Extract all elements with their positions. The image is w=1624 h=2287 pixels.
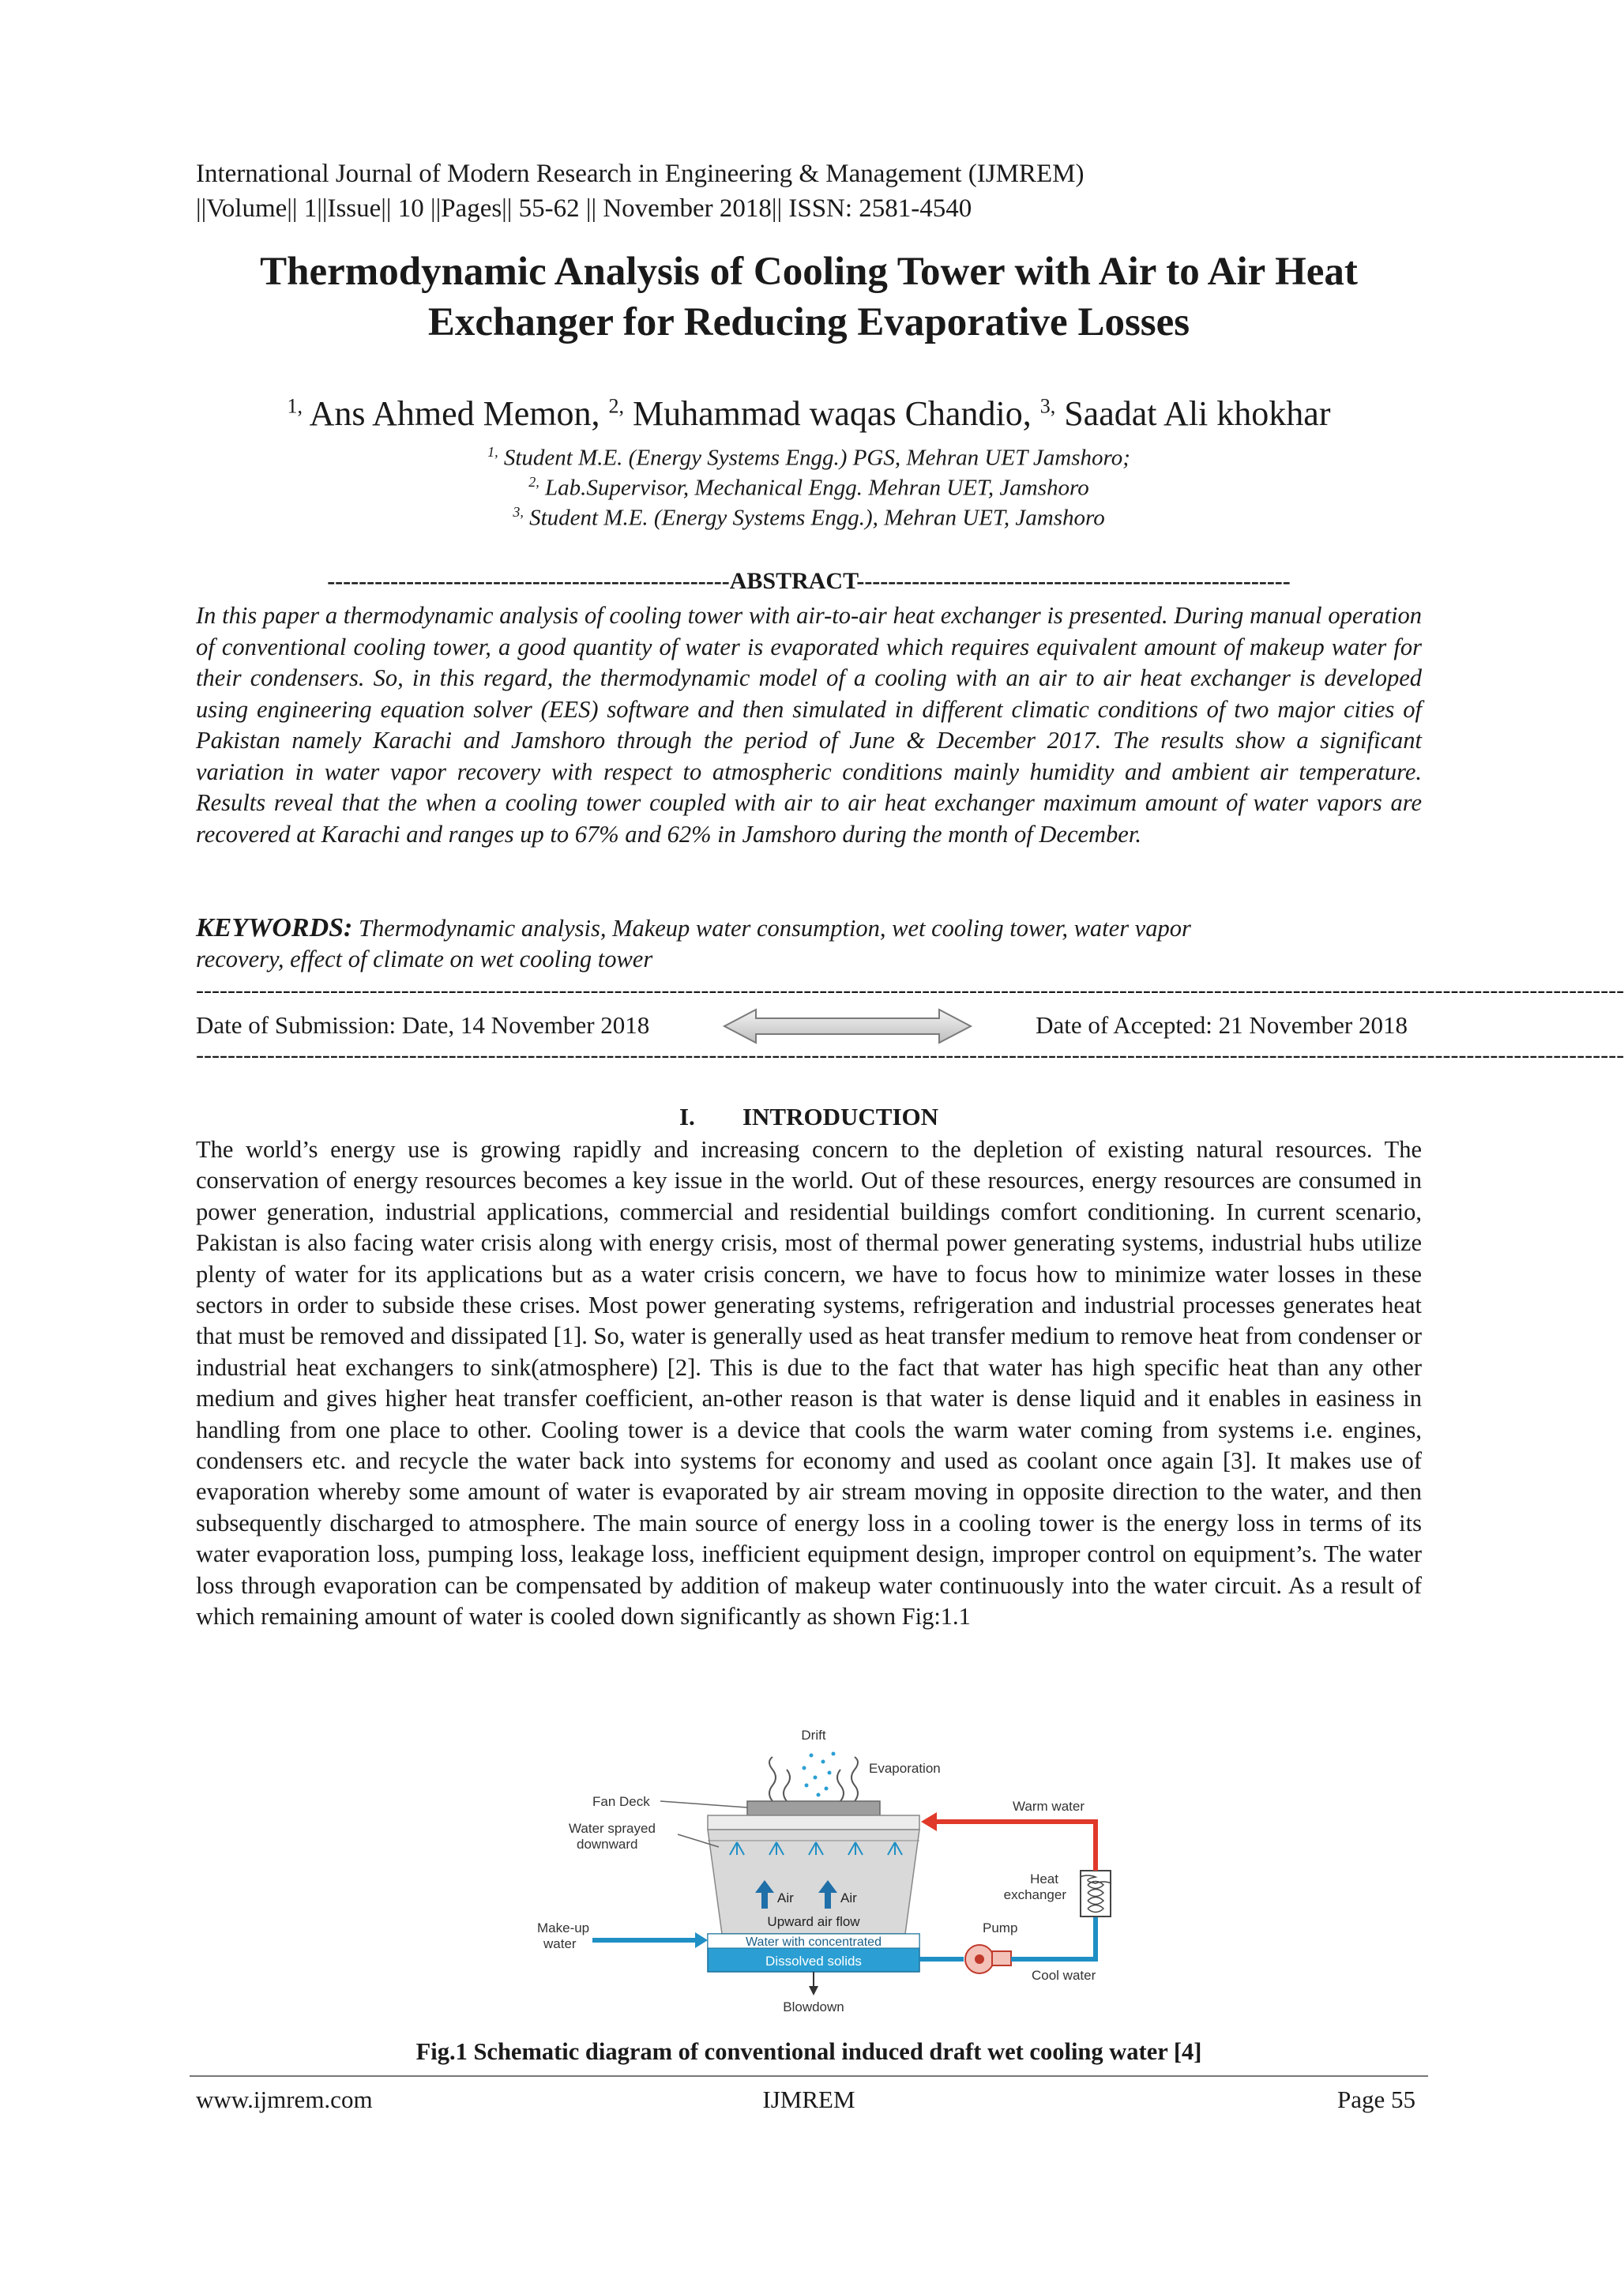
makeup-label-2: water (543, 1936, 577, 1951)
author-3-marker: 3, (1039, 394, 1056, 418)
affiliation-1 (158, 444, 1460, 472)
keywords (196, 912, 1422, 975)
cool-water-label: Cool water (1032, 1968, 1096, 1983)
double-arrow-icon (721, 1006, 974, 1046)
affiliation-3-text: Student M.E. (Energy Systems Engg.), Mehran UET, Jamshoro (529, 505, 1105, 531)
page-footer (196, 2086, 1422, 2117)
journal-website-link[interactable]: www.ijmrem.com (196, 2086, 373, 2113)
keywords-line-2: recovery, effect of climate on wet cooling tower (196, 946, 653, 972)
blowdown-label: Blowdown (783, 1999, 844, 2014)
separator-top: ------------------------------------------------------------------------------------------------------------------------------------------------------------------------------------- (196, 977, 1624, 1003)
affiliation-1-marker: 1, (487, 444, 498, 460)
author-1-marker: 1, (287, 394, 303, 418)
evaporation-label: Evaporation (869, 1761, 941, 1776)
tower-top-deck (708, 1815, 919, 1830)
keywords-line-1: Thermodynamic analysis, Makeup water consumption, wet cooling tower, water vapor (359, 915, 1191, 942)
abstract-title: ABSTRACT (729, 568, 857, 594)
evaporation-wisps (769, 1757, 858, 1801)
journal-header (196, 156, 1422, 226)
author-2-marker: 2, (608, 394, 624, 418)
page-number: Page 55 (1336, 2086, 1415, 2113)
affiliation-3-marker: 3, (513, 504, 524, 520)
abstract-dashes-left: --------------------------------------------------- (327, 568, 730, 594)
pump-label: Pump (983, 1920, 1018, 1935)
abstract-heading (196, 567, 1422, 596)
water-sprayed-label-1: Water sprayed (569, 1821, 656, 1836)
fan-deck-label: Fan Deck (592, 1794, 650, 1809)
drift-droplets (803, 1752, 836, 1797)
air-label-1: Air (777, 1890, 794, 1905)
section-title: INTRODUCTION (742, 1103, 939, 1130)
concentrated-water-label: Water with concentrated (746, 1935, 882, 1949)
paper-title (158, 246, 1460, 348)
water-sprayed-label-2: downward (577, 1837, 638, 1852)
makeup-label-1: Make-up (537, 1920, 590, 1935)
affiliation-3 (158, 504, 1460, 532)
section-heading-introduction (196, 1103, 1422, 1131)
abstract-dashes-right: ------------------------------------------------------- (856, 568, 1291, 594)
author-1: Ans Ahmed Memon, (309, 394, 600, 433)
affiliation-2-marker: 2, (528, 474, 539, 490)
footer-journal-abbrev: IJMREM (762, 2086, 855, 2113)
separator-bottom: ------------------------------------------------------------------------------------------------------------------------------------------------------------------------------------- (196, 1042, 1624, 1068)
warm-water-label: Warm water (1013, 1799, 1085, 1814)
heat-exchanger-label-1: Heat (1030, 1871, 1058, 1886)
air-label-2: Air (840, 1890, 857, 1905)
cooling-tower-schematic (458, 1722, 1169, 2014)
abstract-text: In this paper a thermodynamic analysis of cooling tower with air-to-air heat exchanger is presented. During manual operation of conventional cooling tower, a good quantity of water is evaporated which requires equivalent amount of makeup water for their condensers. So, in this regard, the thermodynamic model of a cooling with an air to air heat exchanger is developed using engineering equation solver (EES) software and then simulated in different climatic conditions of two major cities of Pakistan namely Karachi and Jamshoro through the period of June & December 2017. The results show a significant variation in water vapor recovery with respect to atmospheric conditions mainly humidity and ambient air temperature. Results reveal that the when a cooling tower coupled with air to air heat exchanger maximum amount of water vapors are recovered at Karachi and ranges up to 67% and 62% in Jamshoro during the month of December. (196, 602, 1422, 848)
keywords-label: KEYWORDS: (196, 913, 353, 942)
accepted-date: Date of Accepted: 21 November 2018 (1036, 1011, 1408, 1039)
fan-deck (747, 1801, 880, 1815)
title-line-1: Thermodynamic Analysis of Cooling Tower with Air to Air Heat (260, 250, 1358, 294)
affiliation-2 (158, 474, 1460, 502)
submission-dates (196, 1011, 1422, 1043)
heat-exchanger-label-2: exchanger (1003, 1887, 1066, 1902)
affiliation-2-text: Lab.Supervisor, Mechanical Engg. Mehran UET, Jamshoro (545, 475, 1089, 501)
submission-date: Date of Submission: Date, 14 November 2018 (196, 1011, 650, 1039)
dissolved-solids-label: Dissolved solids (765, 1954, 862, 1969)
introduction-paragraph: The world’s energy use is growing rapidly and increasing concern to the depletion of existing natural resources. The conservation of energy resources becomes a key issue in the world. Out of these resources, energy resources are consumed in power generation, industrial applications, commercial and residential buildings comfort conditioning. In current scenario, Pakistan is also facing water crisis along with energy crisis, most of thermal power generating systems, industrial hubs utilize plenty of water for its applications but as a water crisis concern, we have to focus how to minimize water losses in these sectors in order to subside these crises. Most power generating systems, refrigeration and industrial processes generates heat that must be removed and dissipated [1]. So, water is generally used as heat transfer medium to remove heat from condenser or industrial heat exchangers to sink(atmosphere) [2]. This is due to the fact that water has high specific heat than any other medium and gives higher heat transfer coefficient, an-other reason is that water is dense liquid and it enables in easiness in handling from one place to other. Cooling tower is a device that cools the warm water coming from systems i.e. engines, condensers etc. and recycle the water back into systems for economy and used as coolant once again [3]. It makes use of evaporation whereby some amount of water is evaporated by air stream moving in opposite direction to the water, and then subsequently discharged to atmosphere. The main source of energy loss in a cooling tower is the energy loss in terms of its water evaporation loss, pumping loss, leakage loss, inefficient equipment design, improper control on equipment’s. The water loss through evaporation can be compensated by addition of makeup water continuously into the water circuit. As a result of which remaining amount of water is cooled down significantly as shown Fig:1.1 (196, 1136, 1422, 1631)
figure-caption: Fig.1 Schematic diagram of conventional induced draft wet cooling water [4] (415, 2038, 1202, 2065)
journal-name: International Journal of Modern Research in Engineering & Management (IJMREM) (196, 160, 1085, 188)
author-list (158, 393, 1460, 434)
upward-air-flow-label: Upward air flow (767, 1914, 860, 1929)
journal-volume-line: ||Volume|| 1||Issue|| 10 ||Pages|| 55-62 || November 2018|| ISSN: 2581-4540 (196, 194, 972, 223)
footer-rule (190, 2075, 1428, 2077)
section-number: I. (679, 1103, 695, 1130)
drift-label: Drift (801, 1728, 826, 1743)
affiliation-1-text: Student M.E. (Energy Systems Engg.) PGS, Mehran UET Jamshoro; (503, 445, 1130, 471)
author-2: Muhammad waqas Chandio, (633, 394, 1032, 433)
author-3: Saadat Ali khokhar (1064, 394, 1331, 433)
title-line-2: Exchanger for Reducing Evaporative Losses (427, 300, 1190, 344)
